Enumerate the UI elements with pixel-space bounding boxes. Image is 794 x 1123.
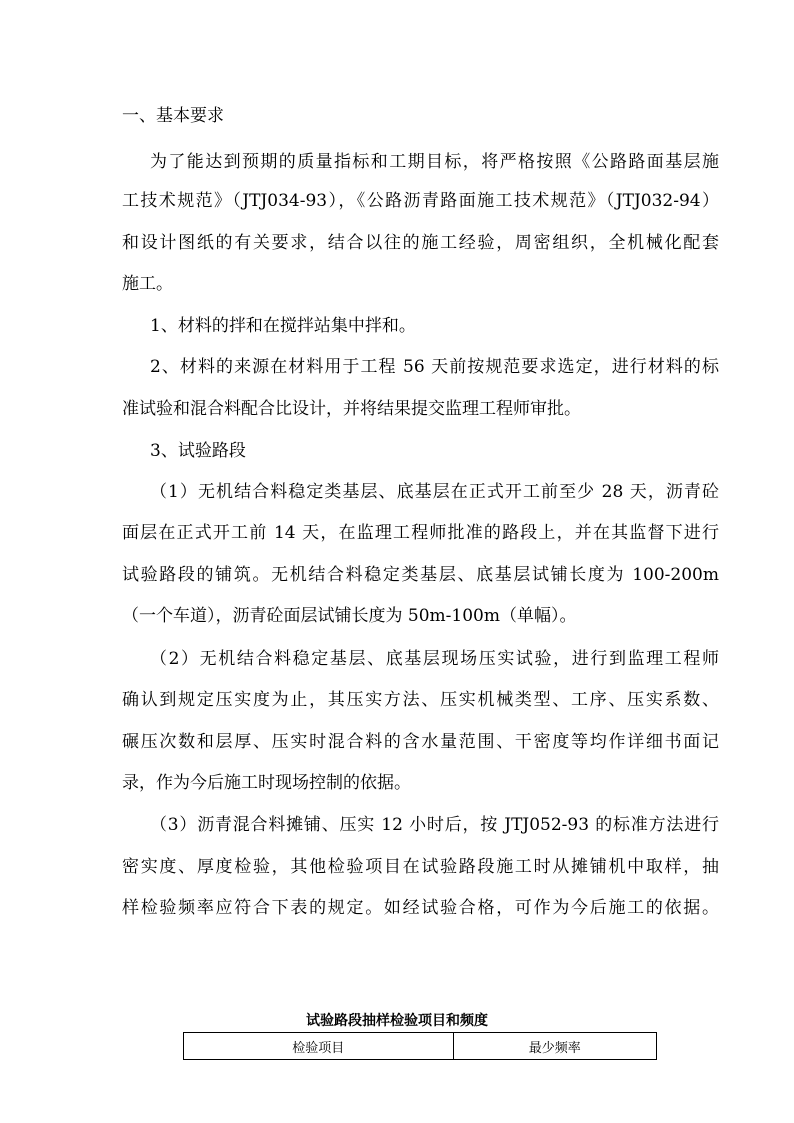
- list-item-continued: 准试验和混合料配合比设计，并将结果提交监理工程师审批。: [122, 399, 581, 419]
- sub-item-line: 碾压次数和层厚、压实时混合料的含水量范围、干密度等均作详细书面记: [122, 732, 719, 752]
- list-item: 2、材料的来源在材料用于工程 56 天前按规范要求选定，进行材料的标: [150, 357, 719, 377]
- paragraph-line: 施工。: [122, 274, 173, 294]
- sub-item-line: 试验路段的铺筑。无机结合料稳定类基层、底基层试铺长度为 100-200m: [122, 565, 719, 585]
- sub-item-line: 面层在正式开工前 14 天，在监理工程师批准的路段上，并在其监督下进行: [122, 523, 719, 543]
- inspection-frequency-table: [183, 1032, 657, 1060]
- table-title: 试验路段抽样检验项目和频度: [306, 1013, 488, 1029]
- header-min-frequency: 最少频率: [453, 1033, 656, 1060]
- sub-item-line: （2）无机结合料稳定基层、底基层现场压实试验，进行到监理工程师: [150, 649, 719, 669]
- header-inspection-item: 检验项目: [184, 1033, 454, 1060]
- paragraph-line: 为了能达到预期的质量指标和工期目标，将严格按照《公路路面基层施: [150, 152, 719, 172]
- paragraph-line: 工技术规范》（JTJ034-93），《公路沥青路面施工技术规范》（JTJ032-94）: [122, 191, 719, 211]
- sub-item-line: （一个车道），沥青砼面层试铺长度为 50m-100m（单幅）。: [122, 606, 577, 626]
- list-item: 1、材料的拌和在搅拌站集中拌和。: [150, 316, 416, 336]
- sub-item-line: 录，作为今后施工时现场控制的依据。: [122, 773, 411, 793]
- sub-item-line: 样检验频率应符合下表的规定。如经试验合格，可作为今后施工的依据。: [122, 898, 719, 918]
- section-heading: 一、基本要求: [122, 106, 224, 126]
- sub-item-line: （1）无机结合料稳定类基层、底基层在正式开工前至少 28 天，沥青砼: [150, 482, 719, 502]
- sub-item-line: 密实度、厚度检验，其他检验项目在试验路段施工时从摊铺机中取样，抽: [122, 857, 719, 877]
- sub-item-line: （3）沥青混合料摊铺、压实 12 小时后，按 JTJ052-93 的标准方法进行: [150, 815, 719, 835]
- list-item: 3、试验路段: [150, 441, 246, 461]
- table-header-row: [184, 1033, 657, 1060]
- paragraph-line: 和设计图纸的有关要求，结合以往的施工经验，周密组织，全机械化配套: [122, 233, 719, 253]
- sub-item-line: 确认到规定压实度为止，其压实方法、压实机械类型、工序、压实系数、: [122, 690, 719, 710]
